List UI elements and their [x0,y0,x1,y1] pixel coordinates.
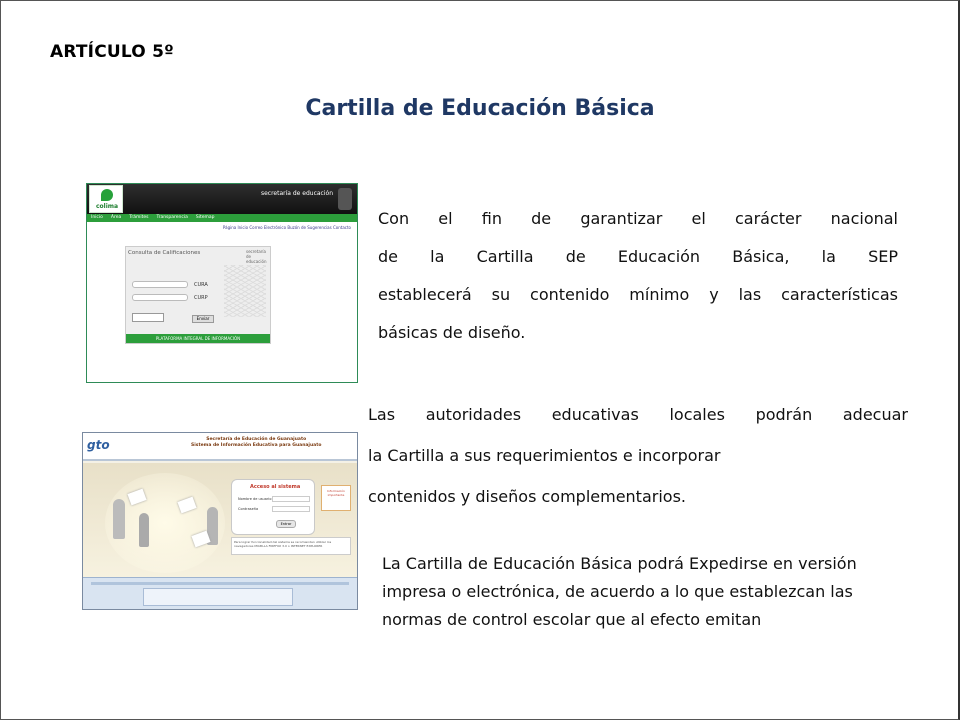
slide-title: Cartilla de Educación Básica [305,96,655,121]
guanajuato-note: Para lograr funcionalidad del sistema se recomiendan utilizar los navegadores MOZILLA FIREFOX 3.0 o INTERNET EXPLORER [231,537,351,555]
paragraph-2-line: la Cartilla a sus requerimientos e incorporar [368,446,721,465]
colima-header [87,184,357,214]
guanajuato-user-label: Nombre de usuario [238,497,272,501]
guanajuato-login-title: Acceso al sistema [250,484,301,490]
footer-line [91,582,349,585]
colima-logo-text: colima [95,203,119,210]
colima-login-card [125,246,271,344]
colima-decorative-grid [224,265,266,317]
paragraph-1-line: establecerá su contenido mínimo y las características [378,285,898,304]
guanajuato-login-button[interactable]: Entrar [276,520,296,528]
guanajuato-header-line2: Sistema de Información Educativa para Guanajuato [191,443,322,448]
colima-secretaria-text: secretaría de educación [260,190,333,197]
guanajuato-password-label: Contraseña [238,507,259,511]
article-label: ARTÍCULO 5º [50,42,174,62]
colima-cura-label: CURA [194,282,208,288]
colima-nav [87,214,357,222]
guanajuato-login-box [231,479,315,535]
colima-logo [89,185,123,213]
paragraph-1-line: de la Cartilla de Educación Básica, la SEP [378,247,898,266]
colima-nav-item[interactable]: Área [110,215,122,220]
colima-screenshot [86,183,358,383]
paragraph-2-line: Las autoridades educativas locales podrán adecuar [368,405,908,424]
guanajuato-logo: gto [87,438,110,452]
colima-curp-label: CURP [194,295,208,301]
paragraph-1 [378,200,898,352]
guanajuato-screenshot [82,432,358,610]
guanajuato-side-box: Información importante [321,485,351,511]
guanajuato-header-title [191,437,321,449]
colima-nav-item[interactable]: Sitemap [195,215,215,220]
paragraph-3: La Cartilla de Educación Básica podrá Expedirse en versión impresa o electrónica, de acuerdo a lo que establezcan las normas de control escolar que al efecto emitan [382,554,857,629]
colima-card-title: Consulta de Calificaciones [128,250,201,256]
paragraph-1-line: Con el fin de garantizar el carácter nacional [378,209,898,228]
person-figure-icon [139,513,149,547]
guanajuato-footer [83,577,357,609]
colima-nav-item[interactable]: Trámites [129,215,149,220]
colima-links: Página Inicio Correo Electrónico Buzón de Sugerencias Contacto [222,225,351,230]
paragraph-2-line: contenidos y diseños complementarios. [368,487,686,506]
person-figure-icon [113,499,125,539]
colima-captcha [132,313,164,322]
colima-footer-bar: PLATAFORMA INTEGRAL DE INFORMACIÓN [126,334,270,343]
guanajuato-user-input[interactable] [272,496,310,502]
colima-nav-item[interactable]: Transparencia [156,215,188,220]
guanajuato-header [83,433,357,461]
paragraph-1-line: básicas de diseño. [378,323,526,342]
guanajuato-header-line1: Secretaría de Educación de Guanajuato [206,437,307,442]
seal-icon [338,188,352,210]
colima-card-brand: secretaría de educación [246,249,267,264]
leaf-icon [101,189,113,201]
colima-submit-button[interactable]: Enviar [192,315,214,323]
paragraph-2 [368,394,908,517]
colima-nav-item[interactable]: Inicio [91,215,103,220]
colima-cura-input[interactable] [132,281,188,288]
footer-box [143,588,293,606]
guanajuato-password-input[interactable] [272,506,310,512]
colima-curp-input[interactable] [132,294,188,301]
